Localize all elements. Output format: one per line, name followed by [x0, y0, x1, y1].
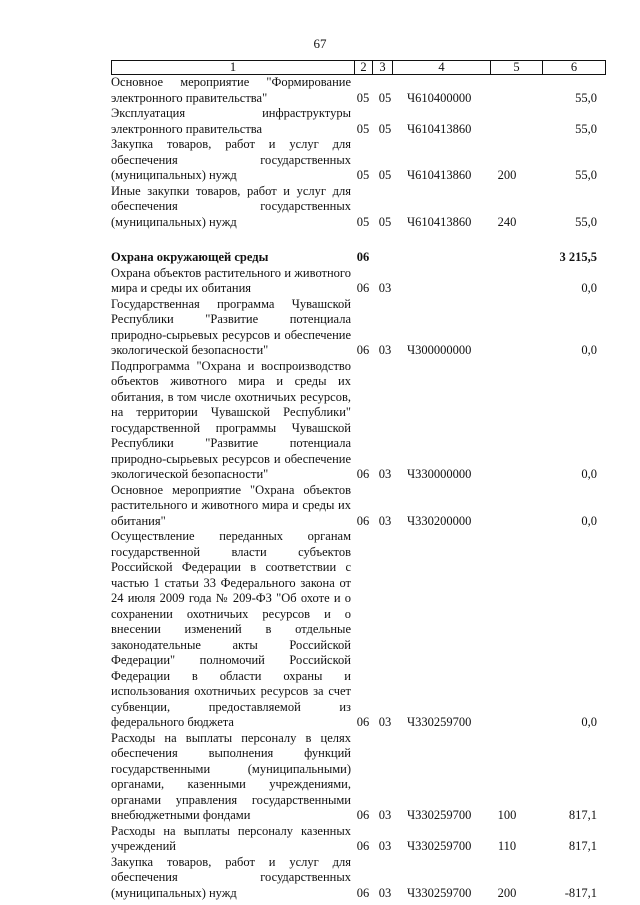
row-subsection: 05 — [378, 90, 392, 105]
row-description: Осуществление переданных органам государственной власти субъектов Российской Федерации в соответствии с частью 1 статьи 33 Федерального закона от 24 июля 2009 года № 209-ФЗ "Об охоте и о сохранении охотничьих ресурсов и о внесении изменений в отдельные законодательные акты Российской Федерации" полномочий Российской Федерации в области охраны и использования охотничьих ресурсов за счет субвенции, предоставляемой из федерального бюджета — [111, 529, 351, 729]
row-target-article: Ч300000000 — [407, 343, 472, 357]
table-row — [111, 297, 606, 359]
row-amount: 55,0 — [575, 214, 597, 229]
table-row — [111, 266, 606, 297]
row-description: Закупка товаров, работ и услуг для обеспечения государственных (муниципальных) нужд — [111, 854, 351, 900]
row-subsection: 05 — [378, 214, 392, 229]
row-target-article: Ч610413860 — [407, 121, 472, 136]
row-description: Иные закупки товаров, работ и услуг для обеспечения государственных (муниципальных) нужд — [111, 183, 351, 229]
row-expense-type: 100 — [497, 808, 517, 822]
row-description: Государственная программа Чувашской Республики "Развитие потенциала природно-сырьевых ресурсов и обеспечение экологической безопасности" — [111, 296, 351, 357]
header-col-5: 5 — [491, 61, 543, 74]
row-description: Расходы на выплаты персоналу казенных учреждений — [111, 823, 351, 853]
row-amount: 0,0 — [581, 513, 597, 528]
header-col-1: 1 — [112, 61, 355, 74]
row-section: 06 — [356, 343, 370, 357]
table-row — [111, 529, 606, 731]
row-section: 06 — [356, 885, 370, 900]
row-target-article: Ч610413860 — [407, 214, 472, 229]
row-amount: 0,0 — [581, 281, 597, 295]
row-expense-type: 200 — [497, 168, 517, 182]
table-row — [111, 824, 606, 855]
row-description: Охрана окружающей среды — [111, 250, 269, 264]
table-row — [111, 731, 606, 824]
row-description: Основное мероприятие "Охрана объектов растительного и животного мира и среды их обитания" — [111, 482, 351, 528]
table-header — [111, 60, 606, 75]
row-target-article: Ч330259700 — [407, 715, 472, 729]
row-amount: 55,0 — [575, 121, 597, 136]
table-row — [111, 855, 606, 902]
row-subsection: 03 — [378, 467, 392, 481]
row-subsection: 03 — [378, 343, 392, 357]
row-amount: 3 215,5 — [559, 250, 597, 264]
row-section: 05 — [356, 121, 370, 136]
row-expense-type: 240 — [497, 214, 517, 229]
header-col-4: 4 — [393, 61, 491, 74]
row-description: Подпрограмма "Охрана и воспроизводство объектов животного мира и среды их обитания, в том числе охотничьих ресурсов, на территории Чувашской Республики" государственной программы Чувашской Республики "Развитие потенциала природно-сырьевых ресурсов и обеспечение экологической безопасности" — [111, 358, 351, 481]
row-amount: 817,1 — [568, 808, 597, 822]
row-section: 05 — [356, 168, 370, 182]
row-target-article: Ч330200000 — [407, 513, 472, 528]
table-row — [111, 137, 606, 184]
table-row-section-heading — [111, 250, 606, 266]
row-description: Эксплуатация инфраструктуры электронного правительства — [111, 106, 351, 136]
table-row — [111, 483, 606, 530]
row-description: Основное мероприятие "Формирование электронного правительства" — [111, 75, 351, 105]
row-subsection: 03 — [378, 281, 392, 295]
row-amount: 0,0 — [581, 715, 597, 729]
row-subsection: 03 — [378, 715, 392, 729]
row-section: 06 — [356, 250, 370, 264]
row-amount: 817,1 — [568, 839, 597, 853]
row-subsection: 05 — [378, 121, 392, 136]
table-row — [111, 359, 606, 483]
header-col-6: 6 — [570, 60, 578, 74]
row-section: 06 — [356, 467, 370, 481]
table-row — [111, 106, 606, 137]
row-description: Расходы на выплаты персоналу в целях обеспечения выполнения функций государственными (муниципальными) органами, казенными учреждениями, органами управления государственными внебюджетными фондами — [111, 730, 351, 822]
row-target-article: Ч330259700 — [407, 808, 472, 822]
row-subsection: 03 — [378, 885, 392, 900]
row-subsection: 03 — [378, 839, 392, 853]
row-section: 05 — [356, 214, 370, 229]
row-description: Закупка товаров, работ и услуг для обеспечения государственных (муниципальных) нужд — [111, 137, 351, 182]
row-target-article: Ч610413860 — [407, 168, 472, 182]
row-section: 06 — [356, 281, 370, 295]
header-col-3: 3 — [373, 61, 393, 74]
row-amount: -817,1 — [564, 885, 597, 900]
row-expense-type: 200 — [497, 885, 517, 900]
row-amount: 0,0 — [581, 467, 597, 481]
row-subsection: 05 — [378, 168, 392, 182]
header-col-2: 2 — [355, 61, 373, 74]
row-section: 05 — [356, 90, 370, 105]
row-target-article: Ч610400000 — [407, 90, 472, 105]
row-description: Охрана объектов растительного и животного мира и среды их обитания — [111, 265, 351, 295]
table-row — [111, 184, 606, 231]
row-subsection: 03 — [378, 808, 392, 822]
row-amount: 55,0 — [575, 168, 597, 182]
budget-table-body — [111, 75, 606, 901]
row-target-article: Ч330000000 — [407, 467, 472, 481]
page-number: 67 — [313, 36, 327, 51]
row-target-article: Ч330259700 — [407, 885, 472, 900]
row-amount: 55,0 — [575, 90, 597, 105]
row-expense-type: 110 — [497, 839, 517, 853]
table-row — [111, 75, 606, 106]
row-subsection: 03 — [378, 513, 392, 528]
row-section: 06 — [356, 715, 370, 729]
row-amount: 0,0 — [581, 343, 597, 357]
row-section: 06 — [356, 808, 370, 822]
row-section: 06 — [356, 839, 370, 853]
row-target-article: Ч330259700 — [407, 839, 472, 853]
row-section: 06 — [356, 513, 370, 528]
